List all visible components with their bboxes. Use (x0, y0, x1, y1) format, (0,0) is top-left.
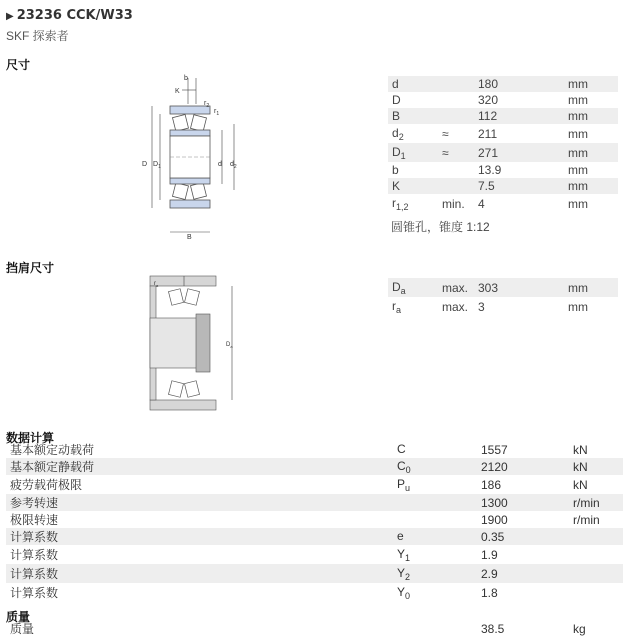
label-d2: $d_2$ (230, 161, 237, 170)
label-D1: $D_1$ (153, 161, 161, 170)
calc-row: 疲劳载荷极限 $P_u$ 186 kN (10, 476, 588, 493)
label-b: b (184, 75, 188, 82)
calc-row: 基本额定静载荷 $C_0$ 2120 kN (6, 458, 623, 475)
mass-table (6, 620, 623, 637)
bearing-dimension-diagram (138, 72, 248, 242)
section-heading-mass: 质量 (6, 610, 31, 624)
abutment-diagram (148, 274, 240, 414)
calc-row: 计算系数 e 0.35 (6, 528, 623, 545)
taper-note: 圆锥孔，锥度 1:12 (391, 220, 490, 234)
dim-row: $r_{1,2}$ min. 4 mm (392, 195, 588, 212)
calc-row: 基本额定动载荷 C 1557 kN (10, 441, 588, 457)
label-ra: $r_a$ (154, 281, 159, 288)
label-r2: $r_2$ (204, 100, 210, 109)
calc-row: 参考转速 1300 r/min (6, 494, 623, 511)
label-D: D (142, 161, 148, 168)
calc-row: 极限转速 1900 r/min (10, 512, 600, 527)
calc-row: 计算系数 $Y_2$ 2.9 (6, 564, 623, 583)
label-r1: $r_1$ (214, 108, 220, 117)
calc-table (6, 441, 623, 602)
section-heading-calc: 数据计算 (6, 431, 55, 445)
label-d: d (218, 161, 222, 168)
dim-row: $d_2$ ≈ 211 mm (392, 125, 588, 142)
label-Da: $D_a$ (226, 342, 233, 349)
dim-row: D 320 mm (392, 93, 588, 107)
dim-row: B 112 mm (388, 108, 618, 124)
abutment-row: $D_a$ max. 303 mm (388, 278, 618, 297)
dim-row: b 13.9 mm (392, 163, 588, 177)
label-K: K (175, 88, 180, 95)
dim-row: d 180 mm (388, 76, 618, 92)
triangle-right-icon: ▶ (6, 11, 14, 22)
section-heading-abutment: 挡肩尺寸 (6, 261, 55, 275)
calc-row: 计算系数 $Y_1$ 1.9 (10, 546, 498, 563)
abutment-table (388, 278, 618, 316)
dimensions-table (388, 76, 618, 213)
label-B: B (187, 234, 192, 241)
mass-row: 质量 38.5 kg (10, 621, 586, 636)
section-heading-dimensions: 尺寸 (6, 58, 31, 72)
dim-row: $D_1$ ≈ 271 mm (388, 143, 618, 162)
product-title (6, 8, 133, 23)
calc-row: 计算系数 $Y_0$ 1.8 (10, 584, 498, 601)
product-subtitle: SKF 探索者 (6, 29, 69, 43)
product-title-text: 23236 CCK/W33 (16, 8, 133, 23)
abutment-row: $r_a$ max. 3 mm (392, 298, 588, 315)
dim-row: K 7.5 mm (388, 178, 618, 194)
